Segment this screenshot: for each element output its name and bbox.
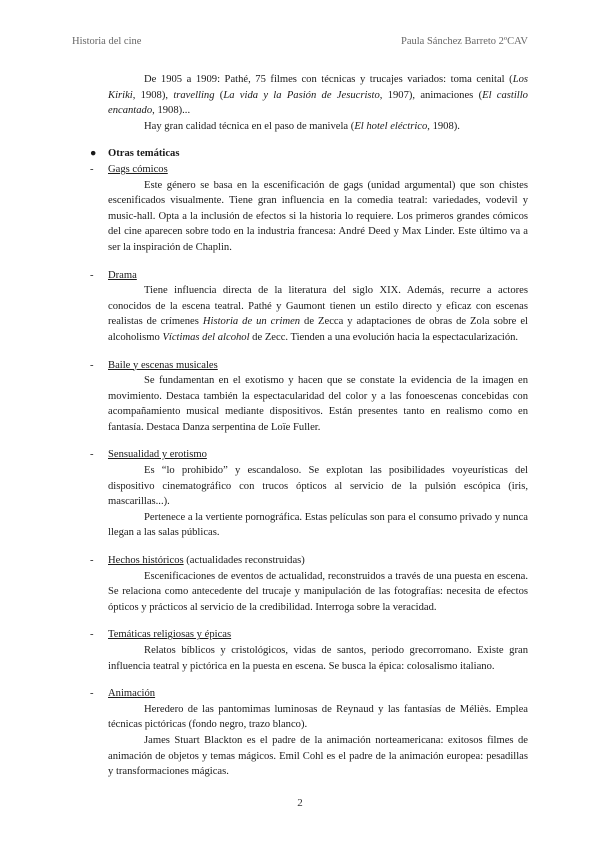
drama-paragraph: Tiene influencia directa de la literatura del siglo XIX. Además, recurre a actores conocidos de la escena teatral. Pathé y Gaumont tienen un estilo directo y eficaz con escenas realistas de crímenes Historia de un crimen de Zecca y adaptaciones de obras de Zola sobre el alcoholismo Víctimas del alcohol de Zecc. Tienden a una evolución hacia la espectacularización. <box>108 285 529 343</box>
section-heading-hechos-row <box>108 553 528 569</box>
page-header <box>72 36 528 52</box>
section-drama <box>90 268 529 346</box>
intro-paragraph-2: Hay gran calidad técnica en el paso de manivela (El hotel eléctrico, 1908). <box>144 120 460 132</box>
section-heading-hechos-note: (actualidades reconstruidas) <box>183 555 305 567</box>
dash-marker: - <box>90 359 94 371</box>
dash-marker: - <box>90 555 94 567</box>
dash-marker: - <box>90 449 94 461</box>
header-course-title: Historia del cine <box>72 36 142 47</box>
section-heading-hechos: Hechos históricos <box>108 555 184 567</box>
dash-marker: - <box>90 629 94 641</box>
section-heading-animacion: Animación <box>108 688 156 700</box>
animacion-paragraph-1: Heredero de las pantomimas luminosas de Reynaud y las fantasías de Méliès. Emplea técnicas pictóricas (fondo negro, trazo blanco). <box>108 703 528 731</box>
section-heading-sensualidad: Sensualidad y erotismo <box>108 449 207 461</box>
section-baile <box>90 358 528 436</box>
dash-marker: - <box>90 269 94 281</box>
bullet-icon: ● <box>90 148 97 160</box>
gags-paragraph: Este género se basa en la escenificación de gags (unidad argumental) que son chistes escenificados visualmente. Tiene gran influencia en la comedia teatral: variedades, vodevil y music-hall. Opta a la inclusión de efectos si la historia lo requiere. Los primeros grandes cómicos del cine aparecen sobre todo en la industria francesa: André Deed y Max Linder. Este último va a ser la inspiración de Chaplin. <box>108 179 528 253</box>
religiosas-paragraph: Relatos bíblicos y cristológicos, vidas de santos, periodo grecorromano. Existe gran influencia teatral y pictórica en la puesta en escena. Se busca la épica: colosalismo italiano. <box>108 645 528 672</box>
bullet-title: Otras temáticas <box>108 148 180 160</box>
document-body <box>90 72 529 780</box>
sensualidad-paragraph-1: Es “lo prohibido” y escandaloso. Se explotan las posibilidades voyeurísticas del dispositivo cinematográfico con trucos ópticos al servicio de la pulsión escópica (iris, mascarillas...). <box>108 465 528 508</box>
sensualidad-paragraph-2: Pertenece a la vertiente pornográfica. Estas películas son para el consumo privado y nunca llegan a las salas públicas. <box>108 511 528 539</box>
section-heading-religiosas: Temáticas religiosas y épicas <box>108 629 232 641</box>
section-bullet-heading <box>90 146 528 162</box>
hechos-paragraph: Escenificaciones de eventos de actualidad, reconstruidos a través de una puesta en escena. Se relaciona como antecedente del trucaje y manipulación de las fotografías: necesita de efectos ópticos y prácticos al servicio de la credibilidad. Interroga sobre la veracidad. <box>108 570 528 613</box>
dash-marker: - <box>90 163 94 175</box>
animacion-paragraph-2: James Stuart Blackton es el padre de la animación norteamericana: exitosos filmes de animación de objetos y temas mágicos. Emil Cohl es el padre de la animación europea: pesadillas y transformaciones mágicas. <box>108 734 528 778</box>
section-heading-drama: Drama <box>108 269 137 281</box>
section-hechos <box>90 553 528 615</box>
section-animacion <box>90 686 528 780</box>
section-heading-baile: Baile y escenas musicales <box>108 359 218 371</box>
section-sensualidad <box>90 447 528 541</box>
section-gags <box>90 162 528 256</box>
page-number: 2 <box>297 797 303 809</box>
baile-paragraph: Se fundamentan en el exotismo y hacen que se constate la evidencia de la imagen en movimiento. Destaca también la espectacularidad del color y a las fonoescenas concebidas con acompañamiento musical mediante dispositivos. Están presentes tanto en realismo como en fantasía. Destaca Danza serpentina de Loïe Fuller. <box>108 375 528 433</box>
header-author: Paula Sánchez Barreto 2ºCAV <box>401 36 528 47</box>
dash-marker: - <box>90 688 94 700</box>
section-heading-gags: Gags cómicos <box>108 163 168 175</box>
intro-paragraph-1: De 1905 a 1909: Pathé, 75 filmes con técnicas y trucajes variados: toma cenital (Los Kiriki, 1908), travelling (La vida y la Pasión de Jesucristo, 1907), animaciones (El castillo encantado, 1908)... <box>108 74 528 117</box>
section-religiosas <box>90 627 528 674</box>
